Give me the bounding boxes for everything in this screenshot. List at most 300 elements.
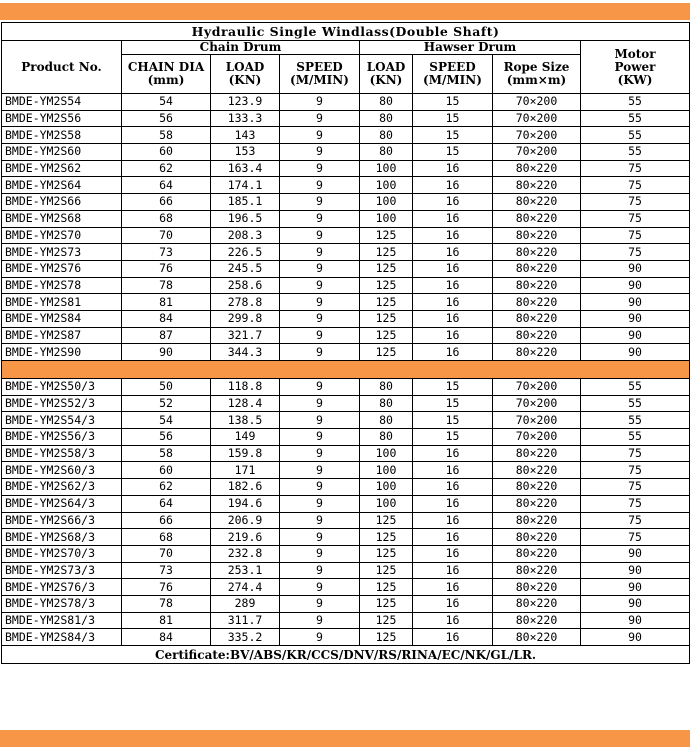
product-no-cell: BMDE-YM2S70 [2, 227, 122, 244]
chain-speed-cell: 9 [280, 160, 360, 177]
chain-dia-cell: 81 [122, 612, 211, 629]
table-row [2, 512, 690, 529]
table-row [2, 429, 690, 446]
chain-speed-cell: 9 [280, 379, 360, 396]
table-row [2, 244, 690, 261]
chain-speed-cell: 9 [280, 294, 360, 311]
product-no-cell: BMDE-YM2S84 [2, 310, 122, 327]
chain-dia-cell: 78 [122, 595, 211, 612]
header-product-no: Product No. [2, 41, 122, 94]
product-no-cell: BMDE-YM2S56/3 [2, 429, 122, 446]
hawser-speed-cell: 15 [413, 412, 493, 429]
header-hawser-load: LOAD (KN) [360, 55, 413, 94]
chain-load-cell: 219.6 [211, 529, 280, 546]
table-row [2, 579, 690, 596]
table-row [2, 144, 690, 161]
hawser-load-cell: 100 [360, 160, 413, 177]
hawser-speed-cell: 16 [413, 462, 493, 479]
chain-speed-cell: 9 [280, 579, 360, 596]
rope-size-cell: 70×200 [493, 395, 581, 412]
chain-load-cell: 128.4 [211, 395, 280, 412]
chain-load-cell: 311.7 [211, 612, 280, 629]
table-row [2, 210, 690, 227]
hawser-load-cell: 125 [360, 545, 413, 562]
rope-size-cell: 80×220 [493, 277, 581, 294]
chain-dia-cell: 56 [122, 429, 211, 446]
group2-rows [2, 379, 690, 646]
hawser-load-cell: 80 [360, 94, 413, 111]
hawser-speed-cell: 15 [413, 110, 493, 127]
motor-power-cell: 90 [581, 327, 690, 344]
chain-dia-cell: 60 [122, 462, 211, 479]
hawser-load-cell: 100 [360, 495, 413, 512]
chain-dia-cell: 54 [122, 412, 211, 429]
chain-dia-cell: 52 [122, 395, 211, 412]
product-no-cell: BMDE-YM2S90 [2, 344, 122, 361]
product-no-cell: BMDE-YM2S62/3 [2, 479, 122, 496]
rope-size-cell: 80×220 [493, 512, 581, 529]
chain-load-cell: 299.8 [211, 310, 280, 327]
product-no-cell: BMDE-YM2S60/3 [2, 462, 122, 479]
hawser-load-cell: 125 [360, 612, 413, 629]
chain-speed-cell: 9 [280, 412, 360, 429]
header-hawser-drum: Hawser Drum [360, 41, 581, 55]
product-no-cell: BMDE-YM2S68 [2, 210, 122, 227]
hawser-speed-cell: 16 [413, 562, 493, 579]
chain-load-cell: 335.2 [211, 629, 280, 646]
header-chain-speed: SPEED (M/MIN) [280, 55, 360, 94]
chain-dia-cell: 50 [122, 379, 211, 396]
header-chain-drum: Chain Drum [122, 41, 360, 55]
hawser-load-cell: 125 [360, 629, 413, 646]
hawser-speed-cell: 16 [413, 277, 493, 294]
hawser-load-cell: 125 [360, 260, 413, 277]
hawser-speed-cell: 16 [413, 260, 493, 277]
chain-speed-cell: 9 [280, 612, 360, 629]
chain-load-cell: 123.9 [211, 94, 280, 111]
motor-power-cell: 90 [581, 294, 690, 311]
rope-size-cell: 70×200 [493, 429, 581, 446]
chain-speed-cell: 9 [280, 479, 360, 496]
chain-load-cell: 289 [211, 595, 280, 612]
chain-dia-cell: 58 [122, 445, 211, 462]
chain-load-cell: 149 [211, 429, 280, 446]
product-no-cell: BMDE-YM2S73 [2, 244, 122, 261]
chain-dia-cell: 81 [122, 294, 211, 311]
product-no-cell: BMDE-YM2S62 [2, 160, 122, 177]
product-no-cell: BMDE-YM2S66/3 [2, 512, 122, 529]
product-no-cell: BMDE-YM2S76 [2, 260, 122, 277]
hawser-load-cell: 80 [360, 429, 413, 446]
hawser-speed-cell: 16 [413, 512, 493, 529]
rope-size-cell: 80×220 [493, 612, 581, 629]
motor-power-cell: 90 [581, 579, 690, 596]
hawser-load-cell: 100 [360, 210, 413, 227]
chain-dia-cell: 66 [122, 194, 211, 211]
chain-dia-cell: 70 [122, 545, 211, 562]
rope-size-cell: 80×220 [493, 160, 581, 177]
hawser-load-cell: 100 [360, 194, 413, 211]
hawser-speed-cell: 15 [413, 379, 493, 396]
motor-power-cell: 75 [581, 210, 690, 227]
product-no-cell: BMDE-YM2S64/3 [2, 495, 122, 512]
table-title: Hydraulic Single Windlass(Double Shaft) [2, 23, 690, 41]
chain-load-cell: 163.4 [211, 160, 280, 177]
hawser-speed-cell: 16 [413, 160, 493, 177]
chain-load-cell: 194.6 [211, 495, 280, 512]
rope-size-cell: 80×220 [493, 579, 581, 596]
chain-speed-cell: 9 [280, 629, 360, 646]
chain-dia-cell: 84 [122, 629, 211, 646]
hawser-speed-cell: 16 [413, 595, 493, 612]
hawser-load-cell: 125 [360, 579, 413, 596]
hawser-load-cell: 80 [360, 110, 413, 127]
hawser-load-cell: 100 [360, 462, 413, 479]
chain-speed-cell: 9 [280, 244, 360, 261]
rope-size-cell: 80×220 [493, 177, 581, 194]
table-row [2, 412, 690, 429]
chain-speed-cell: 9 [280, 495, 360, 512]
chain-dia-cell: 73 [122, 244, 211, 261]
table-row [2, 595, 690, 612]
chain-load-cell: 133.3 [211, 110, 280, 127]
hawser-load-cell: 80 [360, 379, 413, 396]
rope-size-cell: 80×220 [493, 562, 581, 579]
chain-dia-cell: 66 [122, 512, 211, 529]
chain-load-cell: 153 [211, 144, 280, 161]
chain-load-cell: 159.8 [211, 445, 280, 462]
motor-power-cell: 75 [581, 244, 690, 261]
hawser-speed-cell: 16 [413, 495, 493, 512]
hawser-speed-cell: 16 [413, 545, 493, 562]
chain-speed-cell: 9 [280, 595, 360, 612]
rope-size-cell: 80×220 [493, 194, 581, 211]
hawser-load-cell: 125 [360, 310, 413, 327]
hawser-speed-cell: 16 [413, 177, 493, 194]
chain-speed-cell: 9 [280, 327, 360, 344]
motor-power-cell: 55 [581, 110, 690, 127]
chain-dia-cell: 54 [122, 94, 211, 111]
chain-speed-cell: 9 [280, 194, 360, 211]
chain-load-cell: 185.1 [211, 194, 280, 211]
motor-power-cell: 75 [581, 160, 690, 177]
rope-size-cell: 80×220 [493, 495, 581, 512]
hawser-load-cell: 125 [360, 227, 413, 244]
header-motor-power: Motor Power (KW) [581, 41, 690, 94]
header-chain-load: LOAD (KN) [211, 55, 280, 94]
table-row [2, 127, 690, 144]
motor-power-cell: 55 [581, 94, 690, 111]
product-no-cell: BMDE-YM2S78 [2, 277, 122, 294]
table-row [2, 277, 690, 294]
motor-power-cell: 90 [581, 344, 690, 361]
chain-speed-cell: 9 [280, 429, 360, 446]
rope-size-cell: 80×220 [493, 294, 581, 311]
motor-power-cell: 90 [581, 260, 690, 277]
table-row [2, 629, 690, 646]
rope-size-cell: 70×200 [493, 144, 581, 161]
table-row [2, 379, 690, 396]
chain-load-cell: 226.5 [211, 244, 280, 261]
product-no-cell: BMDE-YM2S78/3 [2, 595, 122, 612]
motor-power-cell: 75 [581, 445, 690, 462]
chain-dia-cell: 56 [122, 110, 211, 127]
product-no-cell: BMDE-YM2S70/3 [2, 545, 122, 562]
hawser-load-cell: 80 [360, 144, 413, 161]
product-no-cell: BMDE-YM2S64 [2, 177, 122, 194]
motor-power-cell: 75 [581, 177, 690, 194]
chain-dia-cell: 87 [122, 327, 211, 344]
hawser-speed-cell: 16 [413, 612, 493, 629]
chain-dia-cell: 84 [122, 310, 211, 327]
chain-speed-cell: 9 [280, 395, 360, 412]
hawser-speed-cell: 15 [413, 94, 493, 111]
hawser-load-cell: 125 [360, 277, 413, 294]
chain-load-cell: 278.8 [211, 294, 280, 311]
chain-load-cell: 171 [211, 462, 280, 479]
chain-speed-cell: 9 [280, 260, 360, 277]
table-row [2, 495, 690, 512]
table-row [2, 462, 690, 479]
group-separator [2, 361, 690, 379]
certificate-note: Certificate:BV/ABS/KR/CCS/DNV/RS/RINA/EC/NK/GL/LR. [2, 646, 690, 664]
product-no-cell: BMDE-YM2S66 [2, 194, 122, 211]
chain-speed-cell: 9 [280, 127, 360, 144]
chain-dia-cell: 68 [122, 529, 211, 546]
rope-size-cell: 80×220 [493, 629, 581, 646]
hawser-load-cell: 125 [360, 595, 413, 612]
table-row [2, 327, 690, 344]
chain-speed-cell: 9 [280, 177, 360, 194]
header-rope-size: Rope Size (mm×m) [493, 55, 581, 94]
chain-speed-cell: 9 [280, 562, 360, 579]
rope-size-cell: 70×200 [493, 412, 581, 429]
chain-speed-cell: 9 [280, 227, 360, 244]
chain-load-cell: 258.6 [211, 277, 280, 294]
chain-load-cell: 344.3 [211, 344, 280, 361]
table-row [2, 194, 690, 211]
hawser-speed-cell: 16 [413, 244, 493, 261]
chain-speed-cell: 9 [280, 277, 360, 294]
table-row [2, 177, 690, 194]
rope-size-cell: 70×200 [493, 127, 581, 144]
product-no-cell: BMDE-YM2S54/3 [2, 412, 122, 429]
rope-size-cell: 80×220 [493, 310, 581, 327]
product-no-cell: BMDE-YM2S87 [2, 327, 122, 344]
motor-power-cell: 55 [581, 429, 690, 446]
chain-load-cell: 206.9 [211, 512, 280, 529]
header-chain-dia: CHAIN DIA (mm) [122, 55, 211, 94]
chain-speed-cell: 9 [280, 462, 360, 479]
chain-load-cell: 208.3 [211, 227, 280, 244]
rope-size-cell: 80×220 [493, 545, 581, 562]
product-no-cell: BMDE-YM2S81/3 [2, 612, 122, 629]
rope-size-cell: 80×220 [493, 227, 581, 244]
hawser-speed-cell: 15 [413, 395, 493, 412]
product-no-cell: BMDE-YM2S58/3 [2, 445, 122, 462]
rope-size-cell: 80×220 [493, 595, 581, 612]
chain-load-cell: 143 [211, 127, 280, 144]
motor-power-cell: 90 [581, 629, 690, 646]
chain-speed-cell: 9 [280, 144, 360, 161]
table-row [2, 344, 690, 361]
hawser-load-cell: 125 [360, 244, 413, 261]
rope-size-cell: 70×200 [493, 94, 581, 111]
rope-size-cell: 70×200 [493, 379, 581, 396]
table-row [2, 294, 690, 311]
hawser-load-cell: 100 [360, 445, 413, 462]
hawser-load-cell: 125 [360, 294, 413, 311]
chain-dia-cell: 58 [122, 127, 211, 144]
chain-load-cell: 253.1 [211, 562, 280, 579]
motor-power-cell: 90 [581, 562, 690, 579]
motor-power-cell: 55 [581, 379, 690, 396]
chain-speed-cell: 9 [280, 445, 360, 462]
rope-size-cell: 80×220 [493, 479, 581, 496]
product-no-cell: BMDE-YM2S76/3 [2, 579, 122, 596]
chain-load-cell: 274.4 [211, 579, 280, 596]
chain-dia-cell: 70 [122, 227, 211, 244]
hawser-speed-cell: 15 [413, 429, 493, 446]
motor-power-cell: 55 [581, 144, 690, 161]
product-no-cell: BMDE-YM2S52/3 [2, 395, 122, 412]
hawser-speed-cell: 16 [413, 445, 493, 462]
product-no-cell: BMDE-YM2S58 [2, 127, 122, 144]
hawser-load-cell: 100 [360, 479, 413, 496]
motor-power-cell: 75 [581, 529, 690, 546]
rope-size-cell: 80×220 [493, 462, 581, 479]
table-row [2, 445, 690, 462]
motor-power-cell: 75 [581, 512, 690, 529]
product-no-cell: BMDE-YM2S54 [2, 94, 122, 111]
chain-dia-cell: 64 [122, 177, 211, 194]
chain-dia-cell: 62 [122, 160, 211, 177]
table-row [2, 612, 690, 629]
header-hawser-speed: SPEED (M/MIN) [413, 55, 493, 94]
windlass-spec-table [1, 22, 690, 664]
chain-dia-cell: 62 [122, 479, 211, 496]
motor-power-cell: 90 [581, 595, 690, 612]
chain-dia-cell: 76 [122, 579, 211, 596]
chain-speed-cell: 9 [280, 344, 360, 361]
hawser-speed-cell: 15 [413, 144, 493, 161]
hawser-speed-cell: 16 [413, 579, 493, 596]
rope-size-cell: 80×220 [493, 327, 581, 344]
motor-power-cell: 90 [581, 310, 690, 327]
chain-dia-cell: 73 [122, 562, 211, 579]
table-row [2, 160, 690, 177]
product-no-cell: BMDE-YM2S50/3 [2, 379, 122, 396]
product-no-cell: BMDE-YM2S68/3 [2, 529, 122, 546]
hawser-speed-cell: 16 [413, 327, 493, 344]
rope-size-cell: 80×220 [493, 244, 581, 261]
chain-dia-cell: 64 [122, 495, 211, 512]
table-row [2, 310, 690, 327]
chain-dia-cell: 78 [122, 277, 211, 294]
motor-power-cell: 75 [581, 495, 690, 512]
motor-power-cell: 75 [581, 462, 690, 479]
hawser-speed-cell: 15 [413, 127, 493, 144]
table-row [2, 110, 690, 127]
motor-power-cell: 90 [581, 277, 690, 294]
bottom-accent-band [0, 730, 690, 747]
product-no-cell: BMDE-YM2S73/3 [2, 562, 122, 579]
rope-size-cell: 80×220 [493, 344, 581, 361]
table-row [2, 94, 690, 111]
table-row [2, 227, 690, 244]
table-row [2, 545, 690, 562]
hawser-load-cell: 125 [360, 327, 413, 344]
chain-load-cell: 118.8 [211, 379, 280, 396]
chain-load-cell: 174.1 [211, 177, 280, 194]
hawser-load-cell: 80 [360, 395, 413, 412]
hawser-speed-cell: 16 [413, 227, 493, 244]
hawser-load-cell: 80 [360, 127, 413, 144]
hawser-speed-cell: 16 [413, 344, 493, 361]
motor-power-cell: 55 [581, 395, 690, 412]
motor-power-cell: 75 [581, 227, 690, 244]
product-no-cell: BMDE-YM2S84/3 [2, 629, 122, 646]
motor-power-cell: 90 [581, 545, 690, 562]
chain-speed-cell: 9 [280, 545, 360, 562]
hawser-speed-cell: 16 [413, 310, 493, 327]
chain-load-cell: 321.7 [211, 327, 280, 344]
motor-power-cell: 75 [581, 194, 690, 211]
chain-speed-cell: 9 [280, 94, 360, 111]
chain-load-cell: 182.6 [211, 479, 280, 496]
motor-power-cell: 55 [581, 127, 690, 144]
top-accent-band [0, 3, 690, 20]
rope-size-cell: 70×200 [493, 110, 581, 127]
chain-speed-cell: 9 [280, 529, 360, 546]
rope-size-cell: 80×220 [493, 445, 581, 462]
hawser-speed-cell: 16 [413, 479, 493, 496]
motor-power-cell: 55 [581, 412, 690, 429]
hawser-load-cell: 125 [360, 512, 413, 529]
table-row [2, 479, 690, 496]
table-row [2, 260, 690, 277]
chain-load-cell: 196.5 [211, 210, 280, 227]
chain-speed-cell: 9 [280, 110, 360, 127]
hawser-speed-cell: 16 [413, 194, 493, 211]
chain-dia-cell: 90 [122, 344, 211, 361]
chain-speed-cell: 9 [280, 210, 360, 227]
motor-power-cell: 90 [581, 612, 690, 629]
hawser-load-cell: 80 [360, 412, 413, 429]
product-no-cell: BMDE-YM2S60 [2, 144, 122, 161]
hawser-speed-cell: 16 [413, 294, 493, 311]
chain-dia-cell: 68 [122, 210, 211, 227]
hawser-load-cell: 125 [360, 562, 413, 579]
chain-load-cell: 232.8 [211, 545, 280, 562]
chain-speed-cell: 9 [280, 512, 360, 529]
hawser-speed-cell: 16 [413, 210, 493, 227]
rope-size-cell: 80×220 [493, 529, 581, 546]
chain-speed-cell: 9 [280, 310, 360, 327]
table-row [2, 562, 690, 579]
chain-load-cell: 245.5 [211, 260, 280, 277]
rope-size-cell: 80×220 [493, 260, 581, 277]
hawser-speed-cell: 16 [413, 529, 493, 546]
product-no-cell: BMDE-YM2S56 [2, 110, 122, 127]
table-row [2, 395, 690, 412]
hawser-load-cell: 100 [360, 177, 413, 194]
group1-rows [2, 94, 690, 361]
chain-dia-cell: 60 [122, 144, 211, 161]
hawser-speed-cell: 16 [413, 629, 493, 646]
hawser-load-cell: 125 [360, 529, 413, 546]
hawser-load-cell: 125 [360, 344, 413, 361]
